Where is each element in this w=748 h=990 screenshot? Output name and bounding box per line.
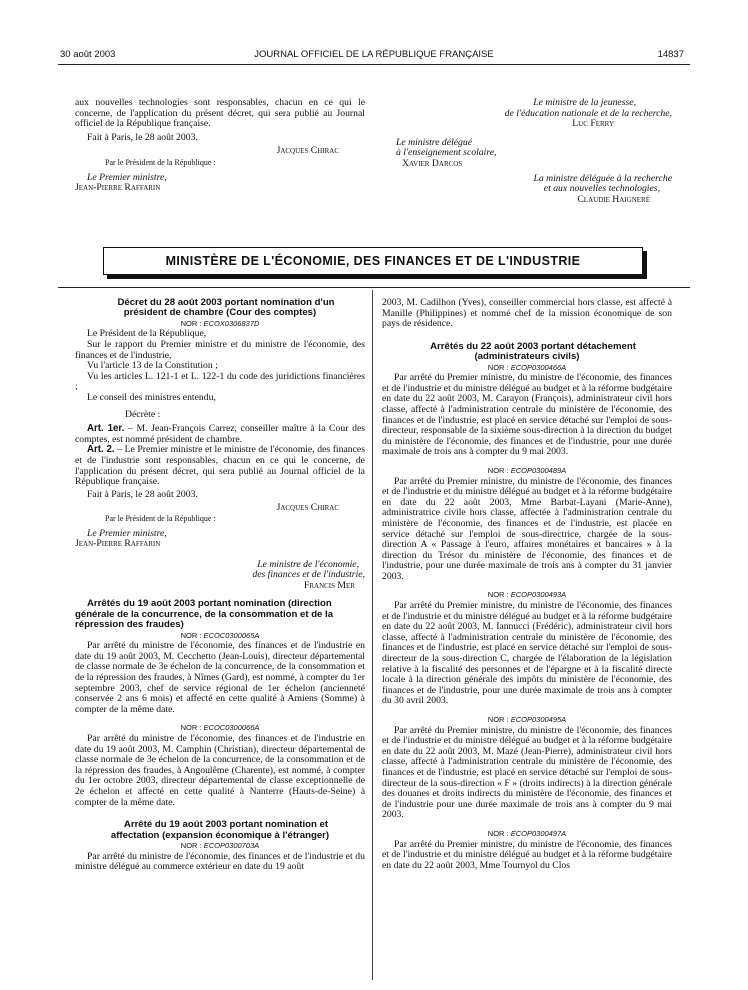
ministry-banner-text: MINISTÈRE DE L'ÉCONOMIE, DES FINANCES ET DE L'INDUSTRIE	[165, 254, 581, 268]
left-column	[75, 298, 365, 873]
banner-rule	[58, 287, 690, 288]
arrete-expansion-nor: NOR : ECOP0300703A	[180, 841, 260, 850]
minister-2-title-b: à l'enseignement scolaire,	[396, 147, 497, 159]
decret-min-name: Francis Mer	[303, 579, 355, 591]
spacer	[382, 582, 672, 590]
cadilhon-continued: 2003, M. Cadilhon (Yves), conseiller commercial hors classe, est affecté à Manille (Philippines) et nommé chef de la mission économique de son pays de résidence.	[382, 297, 672, 330]
decret-par-le: Par le Président de la République :	[105, 513, 216, 523]
arrete-maze: Par arrêté du Premier ministre, du ministre de l'économie, des finances et de l'industrie et du ministre délégué au budget et à la réforme budgétaire en date du 22 août 2003, M. Mazé (Jean-Pierre), administrateur civil hors classe, affecté à l'administration centrale du ministère de l'économie, des finances et de l'industrie, est placé en service détaché sur l'emploi de sous-directeur de la sous-direction « F » (droits indirects) à la direction générale des douanes et droits indirects du ministère de l'économie, des finances et de l'industrie pour une durée maximale de trois ans à compter du 9 mai 2003.	[382, 724, 672, 821]
spacer	[382, 330, 672, 342]
column-separator	[372, 290, 373, 980]
minister-3-title: La ministre déléguée à la recherche	[533, 172, 672, 184]
arrete-expansion-text: Par arrêté du ministre de l'économie, des finances et de l'industrie et du ministre délégué au commerce extérieur en date du 19 août	[75, 850, 365, 873]
nor-2: NOR : ECOP0300489A	[487, 465, 567, 475]
header-date: 30 août 2003	[60, 49, 116, 60]
nor-4: NOR : ECOP0300495A	[487, 715, 567, 724]
decret-title: Décret du 28 août 2003 portant nomination d'un président de chambre (Cour des comptes)	[117, 297, 335, 319]
decrete-label: Décrète :	[125, 408, 161, 420]
par-le-president: Par le Président de la République :	[105, 157, 216, 167]
pm-title: Le Premier ministre,	[87, 171, 167, 183]
right-column	[382, 298, 672, 871]
decret-line-1: Le Président de la République,	[87, 328, 207, 340]
arretes-19-nor-1: NOR : ECOC0300065A	[180, 630, 260, 640]
decret-line-3: Vu l'article 13 de la Constitution ;	[87, 360, 218, 372]
decret-nor: NOR : ECOX0306837D	[180, 318, 260, 328]
arrete-expansion-title: Arrêté du 19 août 2003 portant nomination et affectation (expansion économique à l'étranger)	[110, 819, 330, 841]
decret-pm-name: Jean-Pierre Raffarin	[75, 538, 161, 550]
spacer	[382, 821, 672, 829]
minister-1-title-b: de l'éducation nationale et de la recherche,	[504, 107, 672, 119]
minister-2-name: Xavier Darcos	[402, 157, 463, 169]
article-1-label: Art. 1er.	[87, 423, 125, 435]
arrete-tournyol: Par arrêté du Premier ministre, du ministre de l'économie, des finances et de l'industrie et du ministre délégué au budget et à la réforme budgétaire en date du 22 août 2003, Mme Tournyol du Clos	[382, 838, 672, 871]
arrete-carayon: Par arrêté du Premier ministre, du ministre de l'économie, des finances et de l'industrie et du ministre délégué au budget et à la réforme budgétaire en date du 22 août 2003, M. Carayon (François), administrateur civil hors classe, affecté à l'administration centrale du ministère de l'économie, des finances et de l'industrie, est placé en service détaché sur l'emploi de sous-directeur, responsable de la sixième sous-direction à la direction du budget du ministère de l'économie, des finances et de l'industrie, pour une durée maximale de trois ans à compter du 9 mai 2003.	[382, 372, 672, 458]
fait-line: Fait à Paris, le 28 août 2003.	[87, 131, 198, 143]
arrete-camphin: Par arrêté du ministre de l'économie, des finances et de l'industrie en date du 19 août 2003, M. Camphin (Christian), directeur départemental de classe normale de 3e échelon de la concurrence, de la consommation et de la répression des fraudes, à Angoulême (Charente), est nommé, à compter du 1er octobre 2003, directeur départemental de classe exceptionnelle de 2e échelon et affecté en cette qualité à Nanterre (Hauts-de-Seine) à compter de la même date.	[75, 733, 365, 808]
spacer	[382, 458, 672, 466]
signer-name: Jacques Chirac	[276, 145, 339, 157]
article-2: Art. 2. – Le Premier ministre et le ministre de l'économie, des finances et de l'industrie sont responsables, chacun en ce qui le concerne, de l'application du présent décret, qui sera publié au Journal officiel de la République française.	[75, 444, 365, 488]
decret-min-title-b: des finances et de l'industrie,	[252, 569, 365, 581]
decret-line-2: Sur le rapport du Premier ministre et du ministre de l'économie, des finances et de l'industrie,	[75, 339, 365, 361]
journal-title: JOURNAL OFFICIEL DE LA RÉPUBLIQUE FRANÇAISE	[254, 49, 494, 60]
nor-5: NOR : ECOP0300497A	[487, 828, 567, 838]
pm-name: Jean-Pierre Raffarin	[75, 182, 161, 194]
header-rule	[58, 64, 690, 65]
minister-3-title-b: et aux nouvelles technologies,	[543, 183, 660, 195]
nor-3: NOR : ECOP0300493A	[487, 590, 567, 600]
arrete-iannucci: Par arrêté du Premier ministre, du ministre de l'économie, des finances et de l'industrie et du ministre délégué au budget et à la réforme budgétaire en date du 22 août 2003, M. Iannucci (Frédéric), administrateur civil hors classe, affecté à l'administration centrale du ministère de l'économie, des finances et de l'industrie, est placé en service détaché sur l'emploi de sous-directeur de la sous-direction C, chargée de l'élaboration de la législation relative à la fiscalité des personnes et de l'épargne et à la fiscalité directe locale à la direction générale des impôts du ministère de l'économie, des finances et de l'industrie, pour une durée maximale de trois ans à compter du 30 avril 2003.	[382, 600, 672, 707]
arretes-19-nor-2: NOR : ECOC0300066A	[180, 723, 260, 733]
top-left-block	[75, 98, 365, 194]
top-right-block	[382, 98, 672, 205]
minister-3-name: Claudie Haigneré	[577, 193, 650, 205]
page-number: 14837	[657, 49, 684, 60]
decret-line-5: Le conseil des ministres entendu,	[87, 391, 216, 403]
minister-1-title: Le ministre de la jeunesse,	[533, 97, 636, 108]
arretes-19-title: Arrêtés du 19 août 2003 portant nomination (direction générale de la concurrence, de la consommation et de la répression des fraudes)	[75, 598, 334, 631]
continued-text: aux nouvelles technologies sont responsables, chacun en ce qui le concerne, de l'application du présent décret, qui sera publié au Journal officiel de la République française.	[75, 97, 365, 130]
article-2-label: Art. 2.	[87, 444, 115, 456]
arrete-cecchetto: Par arrêté du ministre de l'économie, des finances et de l'industrie en date du 19 août 2003, M. Cecchetto (Jean-Louis), directeur départemental de classe normale de 3e échelon de la concurrence, de la consommation et de la répression des fraudes, à Nîmes (Gard), est nommé, à compter du 1er septembre 2003, chef de service régional de 1er échelon (ancienneté conservée 2 ans 6 mois) et affecté en cette qualité à Amiens (Somme) à compter de la même date.	[75, 640, 365, 715]
spacer	[75, 715, 365, 723]
minister-1-name: Luc Ferry	[572, 118, 614, 130]
decret-line-4: Vu les articles L. 121-1 et L. 122-1 du code des juridictions financières ;	[75, 370, 365, 393]
nor-1: NOR : ECOP0300466A	[487, 362, 567, 372]
decret-fait: Fait à Paris, le 28 août 2003.	[87, 488, 198, 500]
decret-signer: Jacques Chirac	[276, 502, 339, 514]
arretes-22-title: Arrêtés du 22 août 2003 portant détachement (administrateurs civils)	[430, 340, 636, 363]
article-1: Art. 1er. – M. Jean-François Carrez, conseiller maître à la Cour des comptes, est nommé président de chambre.	[75, 423, 366, 445]
ministry-banner	[103, 247, 643, 275]
decret-min-title: Le ministre de l'économie,	[257, 558, 359, 570]
minister-2-title: Le ministre délégué	[396, 136, 473, 148]
decret-pm-title: Le Premier ministre,	[87, 527, 167, 539]
arrete-barbat-layani: Par arrêté du Premier ministre, du ministre de l'économie, des finances et de l'industrie et du ministre délégué au budget et à la réforme budgétaire en date du 22 août 2003, Mme Barbat-Layani (Marie-Anne), administratrice civile hors classe, affectée à l'administration centrale du ministère de l'économie, des finances et de l'industrie, est placée en service détaché sur l'emploi de sous-directrice, chargée de la sous-direction A « Passage à l'euro, affaires monétaires et bancaires » à la direction du Trésor du ministère de l'économie, des finances et de l'industrie, pour une durée maximale de trois ans à compter du 31 janvier 2003.	[382, 475, 672, 582]
spacer	[382, 707, 672, 715]
